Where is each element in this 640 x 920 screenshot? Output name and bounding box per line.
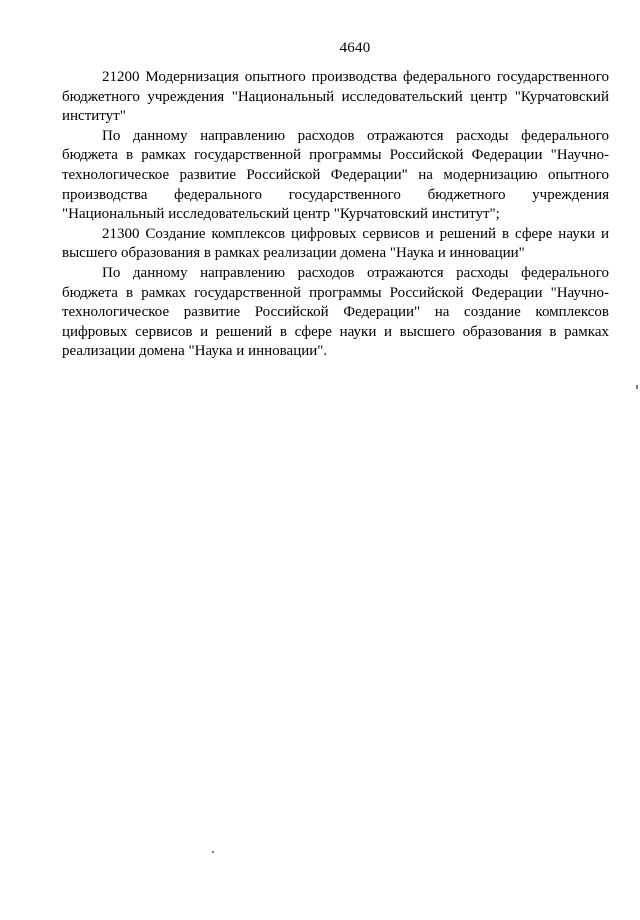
- paragraph-21200-description: По данному направлению расходов отражаются расходы федерального бюджета в рамках государственной программы Российской Федерации "Научно-технологическое развитие Российской Федерации" на модернизацию опытного производства федерального государственного бюджетного учреждения "Национальный исследовательский центр "Курчатовский институт";: [62, 127, 609, 223]
- scan-speck: [212, 851, 214, 853]
- paragraph-21300-heading: 21300 Создание комплексов цифровых сервисов и решений в сфере науки и высшего образования в рамках реализации домена "Наука и инновации": [62, 225, 609, 262]
- document-body: [62, 68, 609, 362]
- page-number: 4640: [339, 40, 371, 56]
- paragraph-21200-heading: 21200 Модернизация опытного производства федерального государственного бюджетного учреждения "Национальный исследовательский центр "Курчатовский институт": [62, 69, 609, 125]
- scan-edge-mark: [636, 385, 638, 389]
- paragraph-21300-description: По данному направлению расходов отражаются расходы федерального бюджета в рамках государственной программы Российской Федерации "Научно-технологическое развитие Российской Федерации" на создание комплексов цифровых сервисов и решений в сфере науки и высшего образования в рамках реализации домена "Наука и инновации".: [62, 264, 609, 360]
